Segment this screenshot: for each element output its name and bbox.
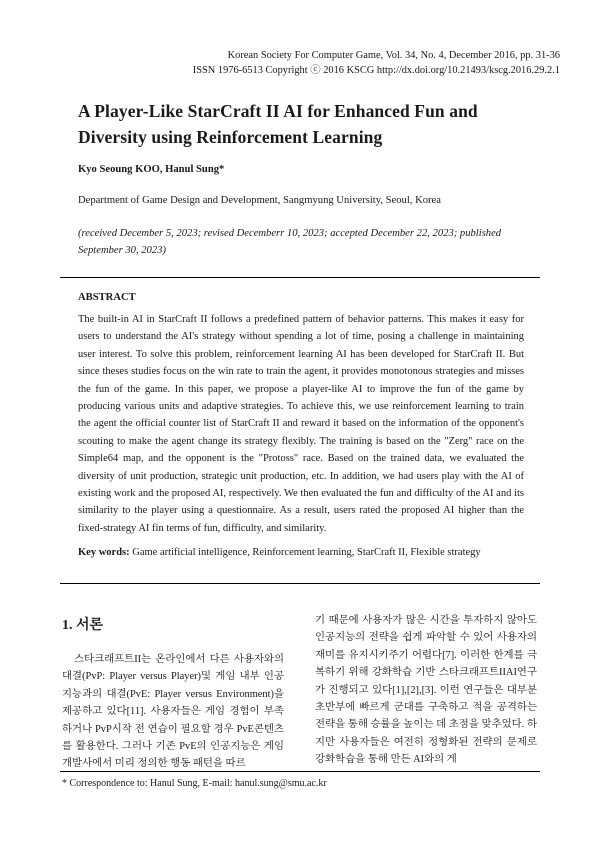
abstract-heading: ABSTRACT: [78, 292, 136, 303]
keywords-label: Key words:: [78, 547, 130, 558]
body-column-left: 스타크래프트II는 온라인에서 다른 사용자와의 대결(PvP: Player versus Player)및 게임 내부 인공지능과의 대결(PvE: Player versus Environment)을 제공하고 있다[11]. 사용자들은 게임 경험이 부족하거나 PvP시작 전 연습이 필요할 경우 PvE콘텐츠를 활용한다. 그러나 기존 PvE의 인공지능은 게임 개발사에서 미리 정의한 행동 패턴을 따르: [62, 654, 284, 770]
publication-dates: (received December 5, 2023; revised Decemberr 10, 2023; accepted December 22, 2023; published September 30, 2023): [78, 228, 502, 256]
body-column-right: 기 때문에 사용자가 많은 시간을 투자하지 않아도 인공지능의 전략을 쉽게 파악할 수 있어 사용자의 재미를 유지시키주기 어렵다[7]. 이러한 한계를 극복하기 위해 강화학습 기반 스타크래프트IIAI연구가 진행되고 있다[1],[2],[3]. 이런 연구들은 대부분 초반부에 빠르게 군대를 구축하고 적을 공격하는 전략을 통해 승률을 높이는 데 초점을 맞추었다. 하지만 사용자들은 여전히 정형화된 전략의 문제로 강화학습을 통해 만든 AI와의 게: [315, 615, 537, 766]
section-title: 1. 서론: [62, 618, 104, 633]
keywords: [78, 547, 528, 558]
footnote-rule: [60, 771, 540, 772]
journal-issn-doi: ISSN 1976-6513 Copyright ⓒ 2016 KSCG http://dx.doi.org/10.21493/kscg.2016.29.2.1: [192, 65, 560, 76]
abstract-top-rule: [60, 277, 540, 278]
abstract-text: The built-in AI in StarCraft II follows a predefined pattern of behavior patterns. This makes it easy for users to understand the AI's strategy without spending a lot of time, posing a challenge in maintaining user interest. To solve this problem, reinforcement learning AI has been developed for StarCraft II. But since theses studies focus on the win rate to train the agent, it provides monotonous strategies and misses the fun of the game. In this paper, we propose a player-like AI to improve the fun of the game by producing various units and adaptive strategies. To achieve this, we use reinforcement learning to train the agent the official counter list of StarCraft II and reward it based on the information of the opponent's scouting to make the agent change its strategy flexibly. The training is based on the "Zerg" race on the Simple64 map, and the opponent is the "Protoss" race. Based on the trained data, we evaluated the diversity of unit production, strategic unit production, etc. In addition, we had users play with the AI of existing work and the proposed AI, respectively. We then evaluated the fun and difficulty of the AI and its similarity to the player using a questionnaire. As a result, users rated the proposed AI higher than the fixed-strategy AI fin terms of fun, difficulty, and similarity.: [78, 314, 524, 534]
paper-title: A Player-Like StarCraft II AI for Enhanced Fun and Diversity using Reinforcement Learning: [78, 101, 478, 147]
journal-citation: Korean Society For Computer Game, Vol. 34, No. 4, December 2016, pp. 31-36: [227, 50, 560, 61]
abstract-bottom-rule: [60, 583, 540, 584]
journal-header: [193, 48, 560, 78]
author-affiliation: Department of Game Design and Development, Sangmyung University, Seoul, Korea: [78, 195, 441, 206]
keywords-list: Game artificial intelligence, Reinforcement learning, StarCraft II, Flexible strategy: [132, 547, 481, 558]
paper-authors: Kyo Seoung KOO, Hanul Sung*: [78, 164, 225, 175]
correspondence-footnote: * Correspondence to: Hanul Sung, E-mail: hanul.sung@smu.ac.kr: [62, 778, 327, 789]
